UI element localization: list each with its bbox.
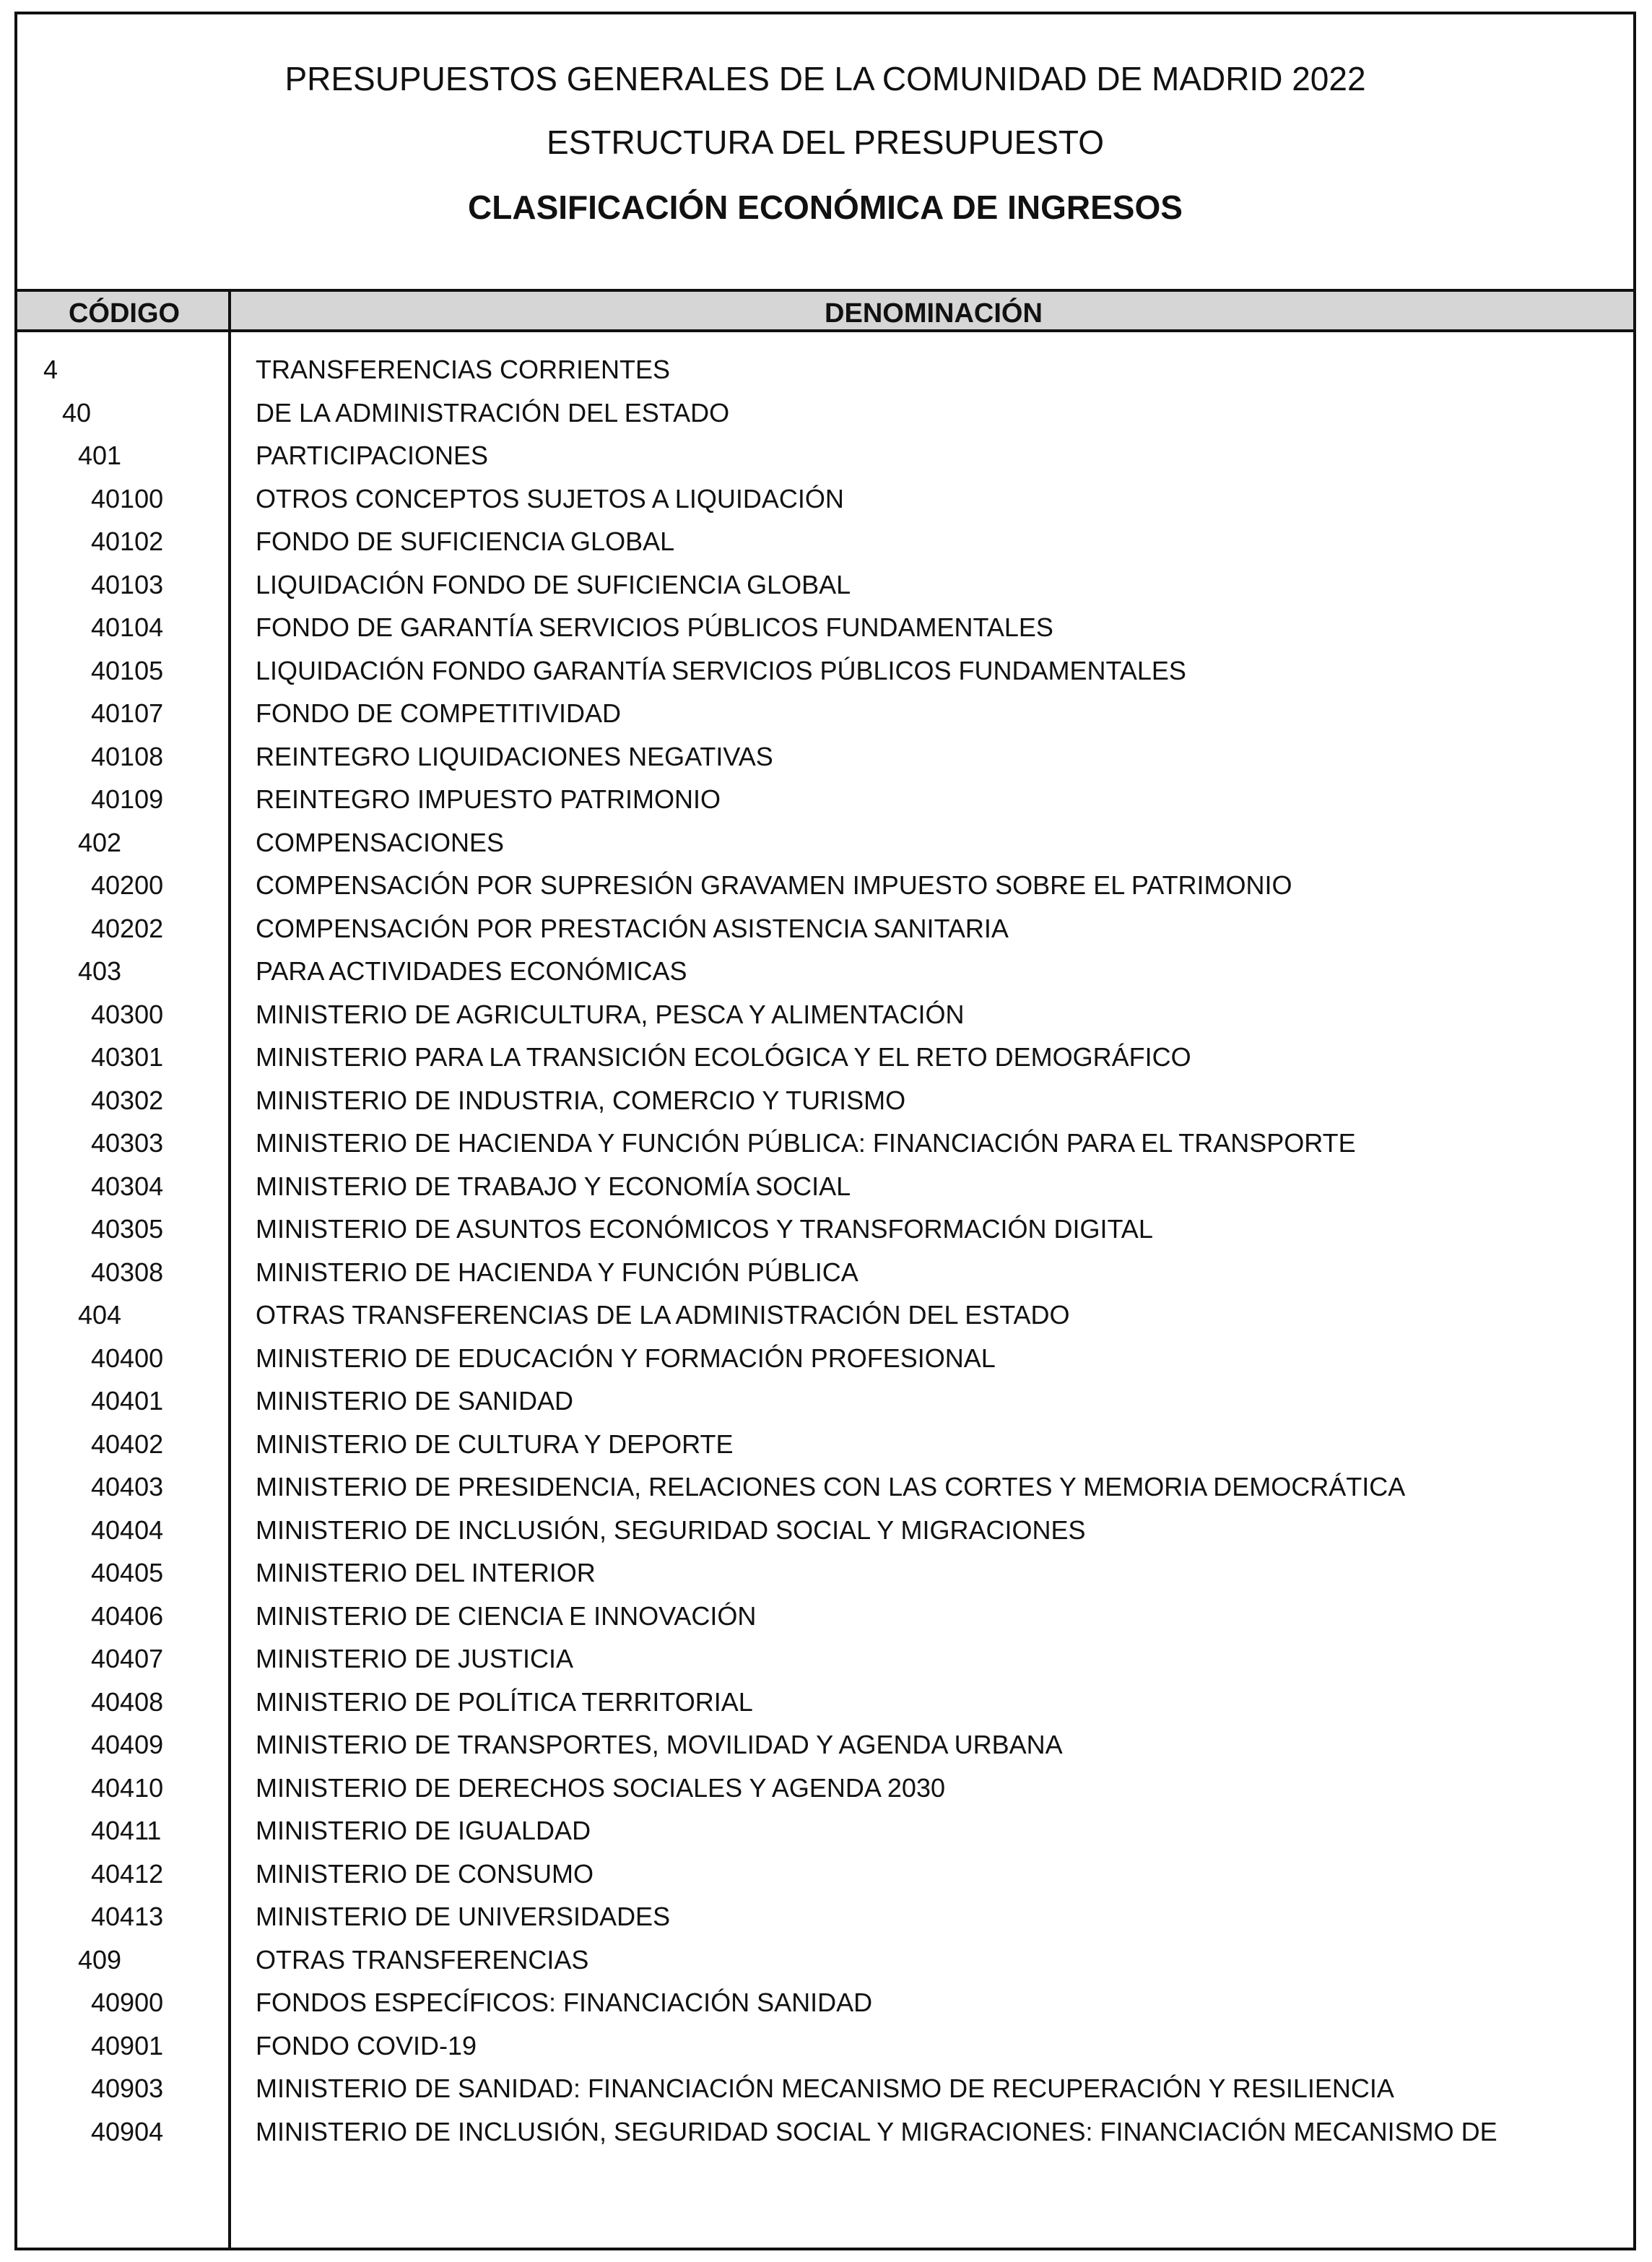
document-frame bbox=[14, 12, 1636, 2250]
table-header bbox=[17, 289, 1633, 332]
table-row bbox=[17, 1294, 1633, 1337]
row-name: COMPENSACIÓN POR PRESTACIÓN ASISTENCIA SANITARIA bbox=[256, 913, 1009, 943]
table-row bbox=[17, 1423, 1633, 1466]
table-row bbox=[17, 907, 1633, 950]
row-name: MINISTERIO DE CULTURA Y DEPORTE bbox=[256, 1429, 734, 1459]
table-row bbox=[17, 606, 1633, 649]
row-name: TRANSFERENCIAS CORRIENTES bbox=[256, 355, 671, 384]
document-subtitle: ESTRUCTURA DEL PRESUPUESTO bbox=[547, 124, 1104, 161]
row-code: 40 bbox=[62, 397, 92, 428]
table-row bbox=[17, 864, 1633, 907]
column-header-name: DENOMINACIÓN bbox=[825, 298, 1043, 329]
row-code: 40409 bbox=[91, 1730, 164, 1759]
row-code: 40401 bbox=[91, 1386, 164, 1416]
row-name: MINISTERIO DE DERECHOS SOCIALES Y AGENDA 2030 bbox=[256, 1772, 945, 1803]
row-code: 40405 bbox=[91, 1558, 164, 1587]
row-name: MINISTERIO DE IGUALDAD bbox=[256, 1816, 591, 1845]
row-code: 40302 bbox=[91, 1085, 164, 1115]
table-row bbox=[17, 2024, 1633, 2068]
row-code: 40301 bbox=[91, 1042, 164, 1072]
row-name: PARA ACTIVIDADES ECONÓMICAS bbox=[256, 956, 687, 986]
row-code: 40102 bbox=[91, 526, 164, 556]
table-row bbox=[17, 1251, 1633, 1294]
row-name: OTROS CONCEPTOS SUJETOS A LIQUIDACIÓN bbox=[256, 483, 844, 514]
row-code: 409 bbox=[78, 1944, 122, 1975]
table-row bbox=[17, 391, 1633, 435]
row-code: 40104 bbox=[91, 612, 164, 642]
row-code: 40900 bbox=[91, 1988, 164, 2017]
row-code: 40305 bbox=[91, 1214, 164, 1244]
row-name: OTRAS TRANSFERENCIAS DE LA ADMINISTRACIÓN DEL ESTADO bbox=[256, 1300, 1070, 1330]
row-code: 40202 bbox=[91, 913, 164, 943]
row-name: MINISTERIO DE CONSUMO bbox=[256, 1858, 594, 1889]
table-row bbox=[17, 993, 1633, 1036]
row-name: MINISTERIO DE TRABAJO Y ECONOMÍA SOCIAL bbox=[256, 1171, 851, 1201]
row-code: 40406 bbox=[91, 1600, 164, 1631]
row-code: 40100 bbox=[91, 483, 164, 514]
row-name: MINISTERIO DE CIENCIA E INNOVACIÓN bbox=[256, 1600, 757, 1631]
row-name: FONDOS ESPECÍFICOS: FINANCIACIÓN SANIDAD bbox=[256, 1988, 873, 2017]
table-row bbox=[17, 1852, 1633, 1896]
row-name: MINISTERIO PARA LA TRANSICIÓN ECOLÓGICA Y EL RETO DEMOGRÁFICO bbox=[256, 1042, 1191, 1072]
row-name: LIQUIDACIÓN FONDO GARANTÍA SERVICIOS PÚBLICOS FUNDAMENTALES bbox=[256, 655, 1186, 685]
table-row bbox=[17, 1767, 1633, 1810]
row-code: 40413 bbox=[91, 1902, 164, 1931]
row-code: 40109 bbox=[91, 784, 164, 814]
table-row bbox=[17, 1165, 1633, 1208]
table-row bbox=[17, 821, 1633, 864]
table-row bbox=[17, 2067, 1633, 2110]
table-body bbox=[17, 348, 1633, 2153]
row-name: COMPENSACIÓN POR SUPRESIÓN GRAVAMEN IMPUESTO SOBRE EL PATRIMONIO bbox=[256, 870, 1292, 900]
row-code: 40400 bbox=[91, 1343, 164, 1373]
row-name: MINISTERIO DEL INTERIOR bbox=[256, 1558, 596, 1587]
row-name: MINISTERIO DE JUSTICIA bbox=[256, 1644, 574, 1673]
table-row bbox=[17, 434, 1633, 477]
table-row bbox=[17, 477, 1633, 521]
row-code: 40200 bbox=[91, 870, 164, 900]
row-name: MINISTERIO DE HACIENDA Y FUNCIÓN PÚBLICA: FINANCIACIÓN PARA EL TRANSPORTE bbox=[256, 1128, 1356, 1158]
row-name: COMPENSACIONES bbox=[256, 827, 505, 857]
table-row bbox=[17, 520, 1633, 563]
row-code: 40304 bbox=[91, 1171, 164, 1201]
row-name: REINTEGRO IMPUESTO PATRIMONIO bbox=[256, 784, 721, 814]
title-block bbox=[17, 14, 1633, 289]
table-row bbox=[17, 2110, 1633, 2154]
row-name: LIQUIDACIÓN FONDO DE SUFICIENCIA GLOBAL bbox=[256, 569, 851, 599]
table-row bbox=[17, 563, 1633, 607]
row-code: 40904 bbox=[91, 2116, 164, 2146]
row-name: FONDO DE GARANTÍA SERVICIOS PÚBLICOS FUNDAMENTALES bbox=[256, 612, 1053, 642]
table-row bbox=[17, 1337, 1633, 1380]
row-name: DE LA ADMINISTRACIÓN DEL ESTADO bbox=[256, 397, 730, 428]
row-name: MINISTERIO DE EDUCACIÓN Y FORMACIÓN PROFESIONAL bbox=[256, 1343, 996, 1373]
table-row bbox=[17, 649, 1633, 693]
row-name: MINISTERIO DE SANIDAD bbox=[256, 1386, 574, 1416]
row-name: MINISTERIO DE HACIENDA Y FUNCIÓN PÚBLICA bbox=[256, 1257, 858, 1287]
table-row bbox=[17, 1509, 1633, 1552]
row-code: 40410 bbox=[91, 1772, 164, 1803]
row-code: 40903 bbox=[91, 2074, 164, 2103]
row-name: REINTEGRO LIQUIDACIONES NEGATIVAS bbox=[256, 741, 773, 771]
table-row bbox=[17, 1465, 1633, 1509]
row-code: 40412 bbox=[91, 1858, 164, 1889]
row-code: 40105 bbox=[91, 655, 164, 685]
table-row bbox=[17, 1551, 1633, 1595]
row-code: 40103 bbox=[91, 569, 164, 599]
row-code: 403 bbox=[78, 956, 122, 986]
table-row bbox=[17, 950, 1633, 993]
row-code: 40107 bbox=[91, 698, 164, 728]
row-code: 40303 bbox=[91, 1128, 164, 1158]
table-row bbox=[17, 1681, 1633, 1724]
table-row bbox=[17, 1938, 1633, 1982]
table-row bbox=[17, 1208, 1633, 1251]
table-row bbox=[17, 1809, 1633, 1852]
table-row bbox=[17, 692, 1633, 735]
table-row bbox=[17, 1122, 1633, 1165]
table-row bbox=[17, 778, 1633, 821]
row-name: MINISTERIO DE UNIVERSIDADES bbox=[256, 1902, 671, 1931]
row-name: PARTICIPACIONES bbox=[256, 441, 489, 470]
row-name: MINISTERIO DE INCLUSIÓN, SEGURIDAD SOCIAL Y MIGRACIONES: FINANCIACIÓN MECANISMO DE bbox=[256, 2116, 1497, 2146]
document-title: PRESUPUESTOS GENERALES DE LA COMUNIDAD DE MADRID 2022 bbox=[284, 60, 1366, 98]
table-row bbox=[17, 735, 1633, 779]
row-code: 401 bbox=[78, 441, 122, 470]
row-name: MINISTERIO DE SANIDAD: FINANCIACIÓN MECANISMO DE RECUPERACIÓN Y RESILIENCIA bbox=[256, 2074, 1394, 2103]
row-code: 4 bbox=[43, 355, 58, 384]
row-name: FONDO DE COMPETITIVIDAD bbox=[256, 698, 622, 728]
table-row bbox=[17, 1895, 1633, 1938]
row-code: 40407 bbox=[91, 1644, 164, 1673]
table-row bbox=[17, 1637, 1633, 1681]
column-header-code: CÓDIGO bbox=[68, 298, 181, 329]
table-row bbox=[17, 1723, 1633, 1767]
row-name: OTRAS TRANSFERENCIAS bbox=[256, 1944, 589, 1975]
row-code: 40901 bbox=[91, 2030, 164, 2060]
table-row bbox=[17, 1379, 1633, 1423]
row-code: 40408 bbox=[91, 1686, 164, 1717]
table-row bbox=[17, 348, 1633, 391]
row-name: MINISTERIO DE AGRICULTURA, PESCA Y ALIMENTACIÓN bbox=[256, 999, 965, 1029]
row-code: 40404 bbox=[91, 1514, 164, 1545]
row-name: MINISTERIO DE TRANSPORTES, MOVILIDAD Y AGENDA URBANA bbox=[256, 1730, 1063, 1759]
row-code: 402 bbox=[78, 827, 122, 857]
table-row bbox=[17, 1595, 1633, 1638]
row-code: 40411 bbox=[91, 1816, 162, 1845]
document-section-title: CLASIFICACIÓN ECONÓMICA DE INGRESOS bbox=[468, 188, 1183, 226]
row-name: MINISTERIO DE PRESIDENCIA, RELACIONES CON LAS CORTES Y MEMORIA DEMOCRÁTICA bbox=[256, 1472, 1406, 1502]
row-name: MINISTERIO DE ASUNTOS ECONÓMICOS Y TRANSFORMACIÓN DIGITAL bbox=[256, 1214, 1153, 1244]
row-name: FONDO DE SUFICIENCIA GLOBAL bbox=[256, 526, 675, 556]
row-name: MINISTERIO DE INDUSTRIA, COMERCIO Y TURISMO bbox=[256, 1085, 906, 1115]
row-name: FONDO COVID-19 bbox=[256, 2030, 477, 2060]
row-code: 404 bbox=[78, 1300, 122, 1330]
table-row bbox=[17, 1079, 1633, 1122]
row-code: 40403 bbox=[91, 1472, 164, 1502]
row-code: 40108 bbox=[91, 741, 164, 771]
row-name: MINISTERIO DE INCLUSIÓN, SEGURIDAD SOCIAL Y MIGRACIONES bbox=[256, 1514, 1086, 1545]
row-code: 40402 bbox=[91, 1429, 164, 1459]
row-name: MINISTERIO DE POLÍTICA TERRITORIAL bbox=[256, 1686, 753, 1717]
table-row bbox=[17, 1981, 1633, 2024]
table-row bbox=[17, 1036, 1633, 1079]
row-code: 40308 bbox=[91, 1257, 164, 1287]
row-code: 40300 bbox=[91, 999, 164, 1029]
